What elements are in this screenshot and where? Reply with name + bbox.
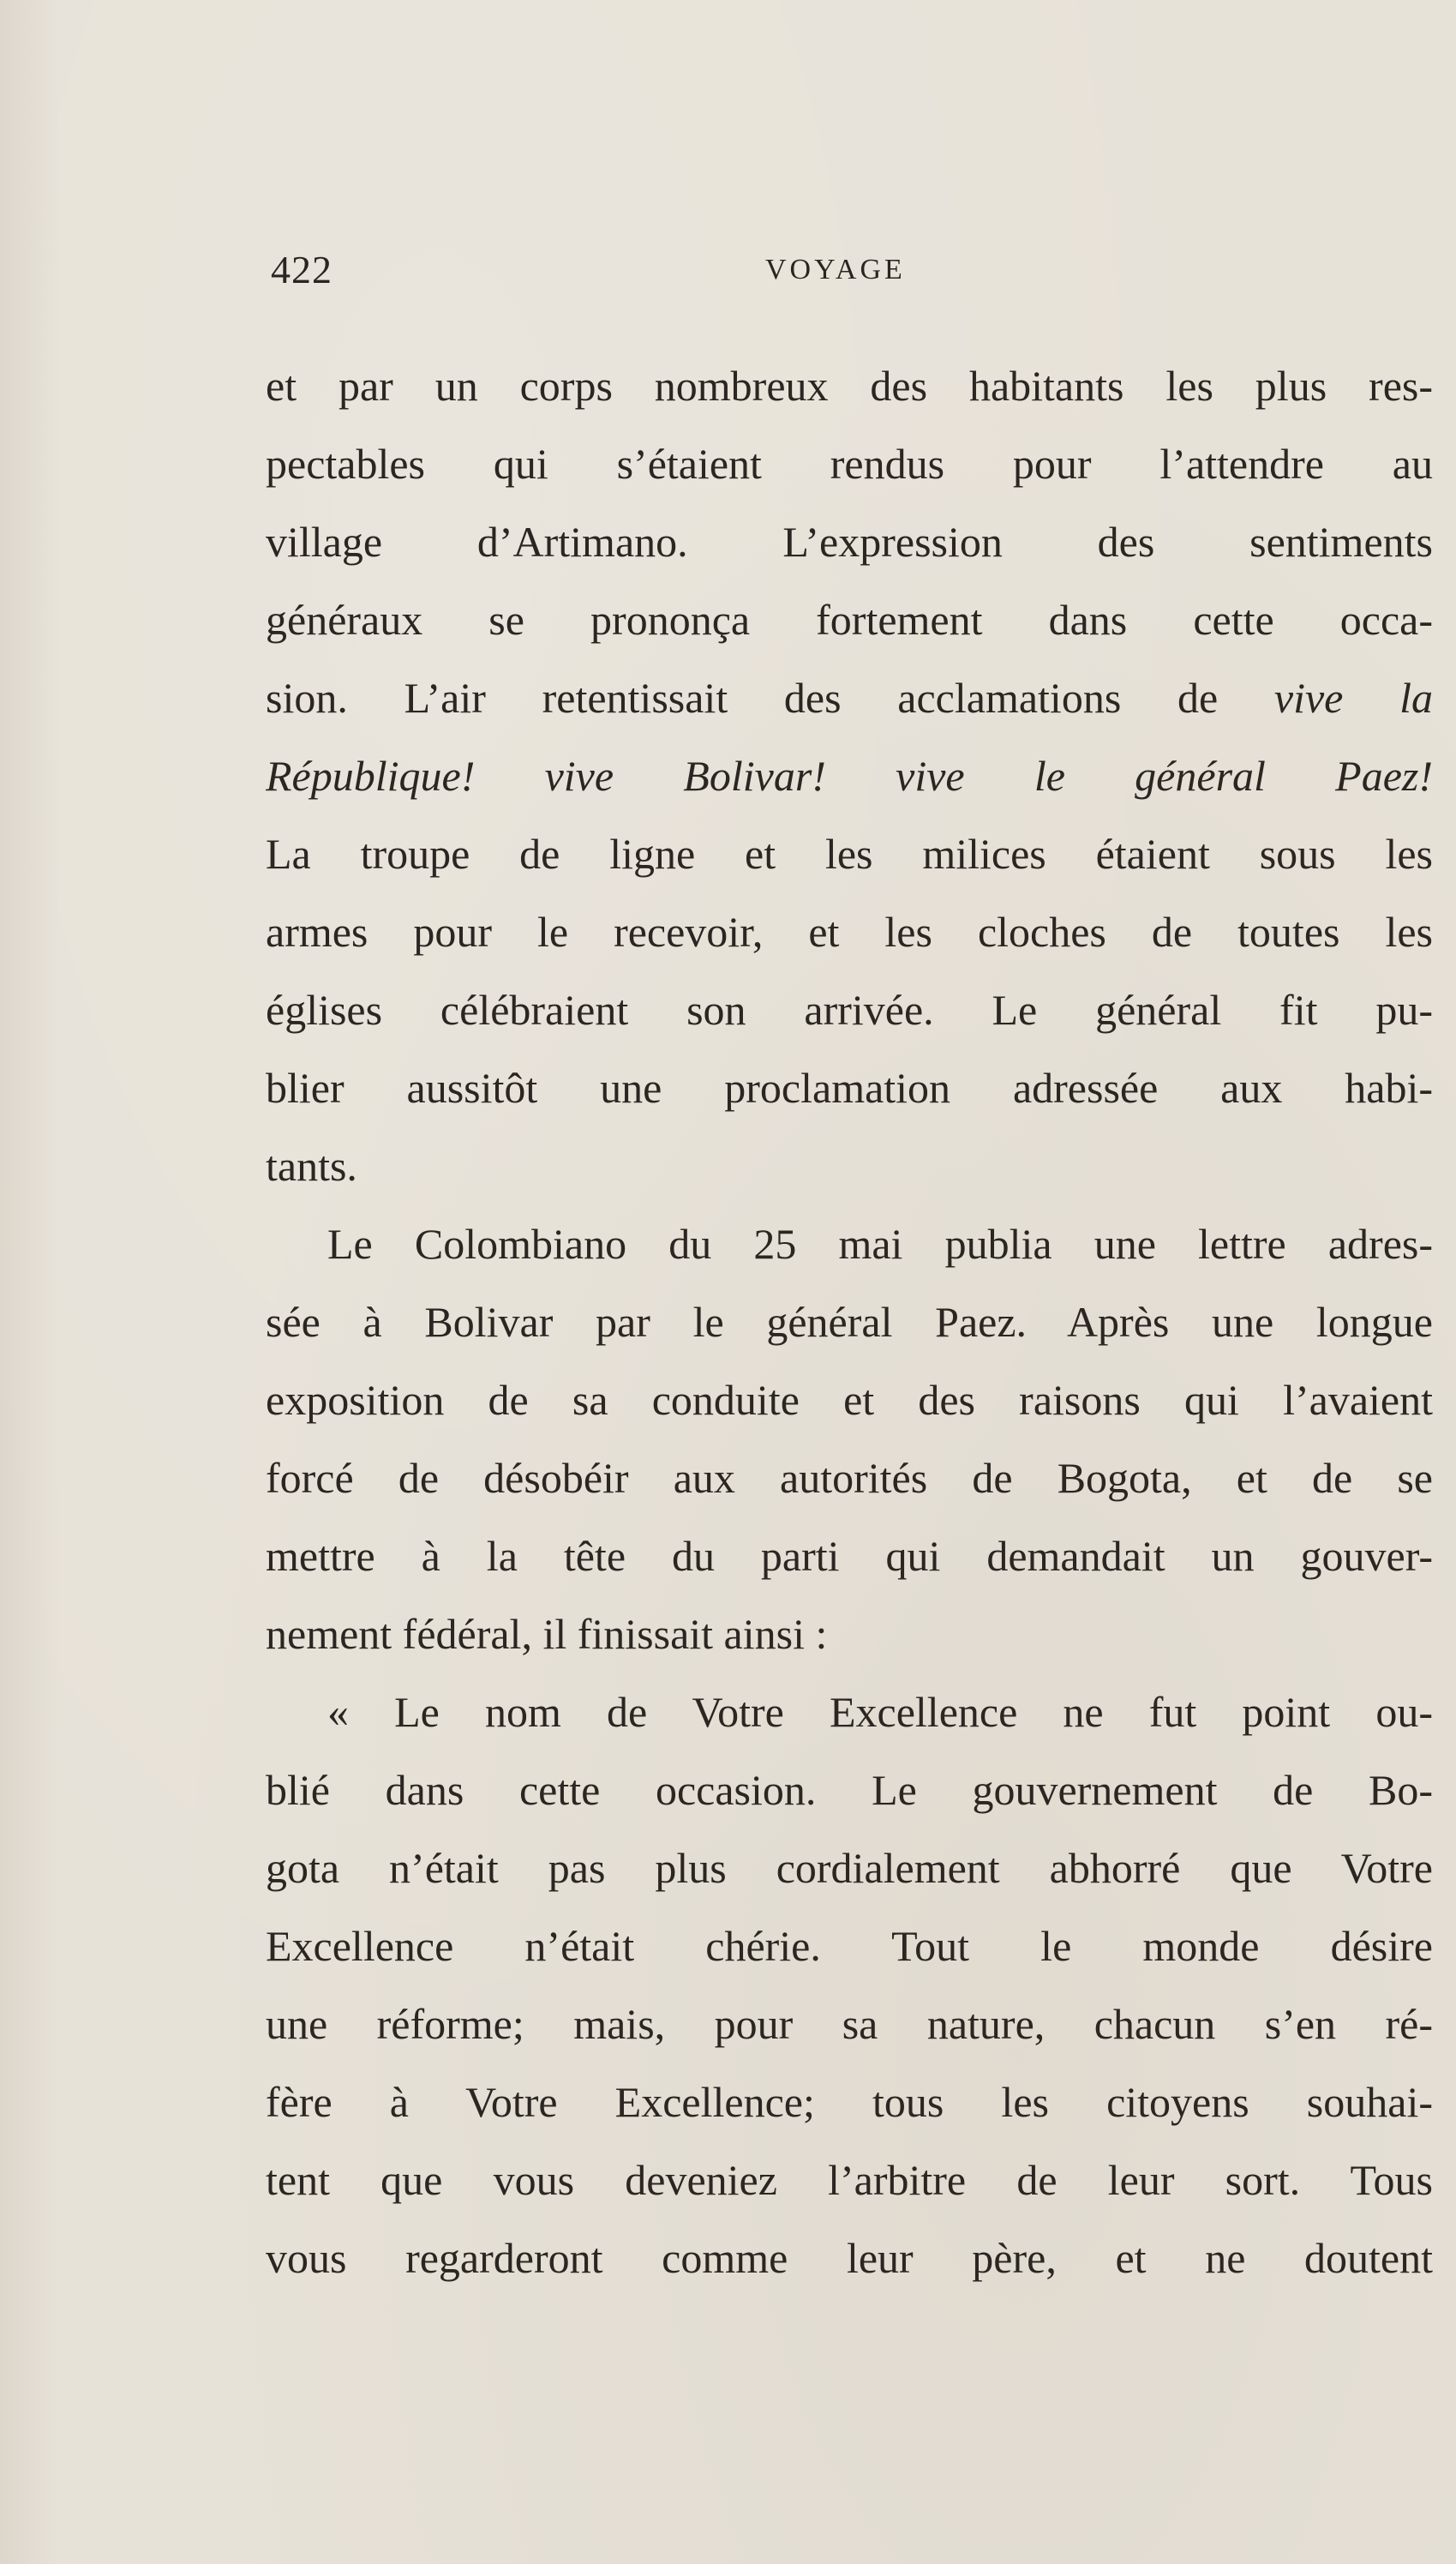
text-line: gota n’était pas plus cordialement abhorré que Votre xyxy=(266,1844,1433,1892)
text-line: tants. xyxy=(266,1142,357,1190)
gutter-shadow xyxy=(0,0,60,2564)
text-line: La troupe de ligne et les milices étaient sous les xyxy=(266,830,1433,878)
italic-text: vive la xyxy=(1273,674,1433,722)
page-header xyxy=(0,247,1456,298)
text-line: exposition de sa conduite et des raisons qui l’avaient xyxy=(266,1376,1433,1424)
text-line: blié dans cette occasion. Le gouvernement de Bo- xyxy=(266,1766,1433,1814)
text-line: forcé de désobéir aux autorités de Bogota, et de se xyxy=(266,1454,1433,1502)
text-line: et par un corps nombreux des habitants les plus res- xyxy=(266,362,1433,410)
text-line: vous regarderont comme leur père, et ne doutent xyxy=(266,2234,1433,2282)
running-head: VOYAGE xyxy=(765,254,906,285)
text-line: armes pour le recevoir, et les cloches de toutes les xyxy=(266,908,1433,956)
text-line: fère à Votre Excellence; tous les citoyens souhai- xyxy=(266,2078,1433,2126)
text-line: Le Colombiano du 25 mai publia une lettre adres- xyxy=(327,1220,1433,1268)
text-line: Excellence n’était chérie. Tout le monde désire xyxy=(266,1922,1433,1970)
text-line-italic: République! vive Bolivar! vive le général Paez! xyxy=(266,752,1433,800)
text-line: village d’Artimano. L’expression des sentiments xyxy=(266,518,1433,566)
text-segment: sion. L’air retentissait des acclamations de xyxy=(266,674,1274,722)
text-line: blier aussitôt une proclamation adressée aux habi- xyxy=(266,1064,1433,1112)
text-line: généraux se prononça fortement dans cette occa- xyxy=(266,596,1433,644)
text-line: tent que vous deveniez l’arbitre de leur sort. Tous xyxy=(266,2156,1433,2204)
text-line: une réforme; mais, pour sa nature, chacun s’en ré- xyxy=(266,2000,1433,2048)
text-line: « Le nom de Votre Excellence ne fut point ou- xyxy=(327,1688,1433,1736)
text-line xyxy=(266,659,1433,737)
text-line: sée à Bolivar par le général Paez. Après une longue xyxy=(266,1298,1433,1346)
page-number: 422 xyxy=(271,248,333,291)
text-line: mettre à la tête du parti qui demandait un gouver- xyxy=(266,1532,1433,1580)
text-line: nement fédéral, il finissait ainsi : xyxy=(266,1610,828,1658)
text-line: églises célébraient son arrivée. Le général fit pu- xyxy=(266,986,1433,1034)
text-line: pectables qui s’étaient rendus pour l’attendre au xyxy=(266,440,1433,488)
body-text xyxy=(266,347,1433,2297)
